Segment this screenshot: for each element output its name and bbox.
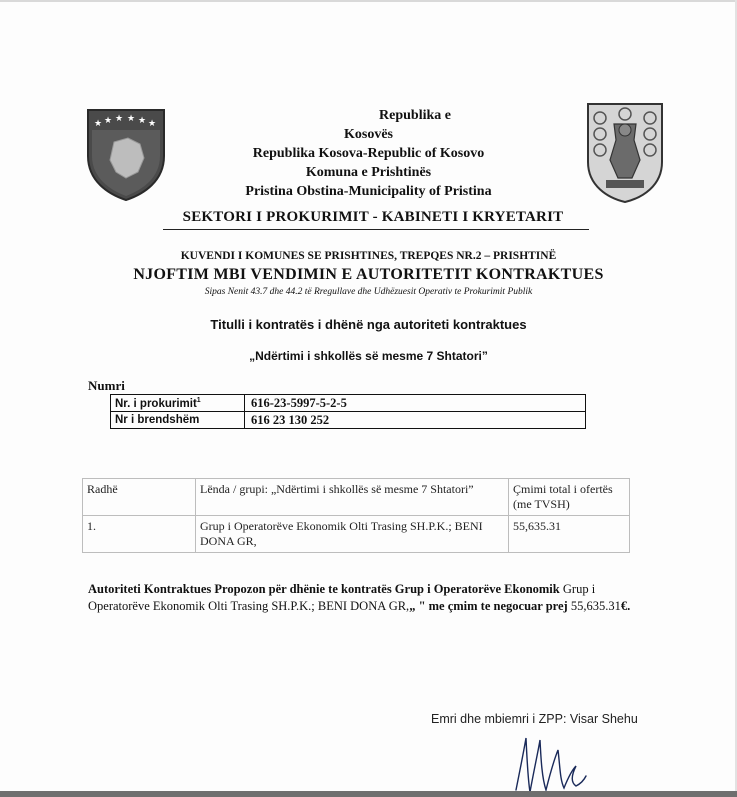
internal-number-value: 616 23 130 252 xyxy=(245,412,586,429)
zpp-name: Emri dhe mbiemri i ZPP: Visar Shehu xyxy=(431,712,638,726)
svg-text:★: ★ xyxy=(148,119,157,129)
proposal-paragraph: Autoriteti Kontraktues Propozon për dhënie te kontratës Grup i Operatorëve Ekonomik Grup i Operatorëve Ekonomik Olti Trasing SH.P.K.; BENI DONA GR,„ " me çmim te negocuar prej 55,635.31€. xyxy=(88,582,631,613)
header-cmimi: Çmimi total i ofertës (me TVSH) xyxy=(509,479,630,516)
svg-text:★: ★ xyxy=(127,114,136,124)
sector-underline xyxy=(163,229,589,230)
internal-number-label: Nr i brendshëm xyxy=(111,412,245,429)
contract-name: „Ndërtimi i shkollës së mesme 7 Shtatori” xyxy=(249,349,488,363)
legal-basis: Sipas Nenit 43.7 dhe 44.2 të Rregullave dhe Udhëzuesit Operativ te Prokurimit Publik xyxy=(204,287,533,297)
svg-text:★: ★ xyxy=(115,114,124,124)
header-kosoves: Kosovës xyxy=(344,127,393,142)
row-number: 1. xyxy=(83,516,196,553)
sector-title: SEKTORI I PROKURIMIT - KABINETI I KRYETARIT xyxy=(182,209,564,225)
svg-text:★: ★ xyxy=(94,119,103,129)
row-operator: Grup i Operatorëve Ekonomik Olti Trasing SH.P.K.; BENI DONA GR, xyxy=(196,516,509,553)
numri-label: Numri xyxy=(88,378,125,393)
header-republic: Republika Kosova-Republic of Kosovo xyxy=(252,146,485,161)
procurement-number-value: 616-23-5997-5-2-5 xyxy=(245,395,586,412)
notice-title: NJOFTIM MBI VENDIMIN E AUTORITETIT KONTRAKTUES xyxy=(133,266,604,283)
bottom-edge xyxy=(0,791,737,797)
address-line: KUVENDI I KOMUNES SE PRISHTINES, TREPQES NR.2 – PRISHTINË xyxy=(180,250,557,262)
header-radhe: Radhë xyxy=(83,479,196,516)
table-header-row xyxy=(83,479,630,516)
svg-text:★: ★ xyxy=(104,116,113,126)
numri-table xyxy=(110,394,586,429)
header-republika: Republika e xyxy=(379,108,451,123)
header-municipality: Pristina Obstina-Municipality of Pristina xyxy=(245,184,492,199)
header-komuna: Komuna e Prishtinës xyxy=(305,165,432,180)
table-row xyxy=(111,412,586,429)
svg-text:★: ★ xyxy=(138,116,147,126)
header-lenda: Lënda / grupi: „Ndërtimi i shkollës së mesme 7 Shtatori” xyxy=(196,479,509,516)
procurement-number-label: Nr. i prokurimit$^1$ xyxy=(111,395,245,412)
row-price: 55,635.31 xyxy=(509,516,630,553)
table-row xyxy=(83,516,630,553)
handwritten-signature xyxy=(510,730,590,794)
table-row xyxy=(111,395,586,412)
lots-table xyxy=(82,478,630,553)
contract-heading: Titulli i kontratës i dhënë nga autoriteti kontraktues xyxy=(210,317,527,332)
top-edge xyxy=(0,0,737,2)
